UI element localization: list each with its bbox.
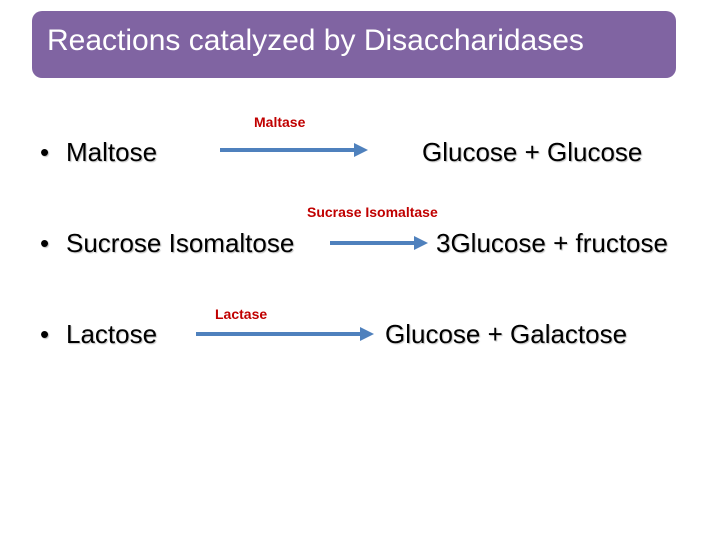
title-bar	[32, 11, 676, 78]
bullet-marker: •	[40, 137, 50, 167]
reaction-3-substrate-text: Lactose	[66, 319, 158, 349]
reaction-2-product: 3Glucose + fructose	[436, 228, 668, 258]
reaction-1-product: Glucose + Glucose	[422, 137, 643, 167]
reaction-1-arrow-icon	[220, 140, 370, 160]
bullet-marker: •	[40, 319, 50, 349]
reaction-2-substrate	[40, 228, 294, 259]
bullet-marker: •	[40, 228, 50, 258]
reaction-3-substrate	[40, 319, 157, 350]
reaction-2-arrow-icon	[330, 233, 430, 253]
slide-title: Reactions catalyzed by Disaccharidases	[47, 24, 584, 57]
reaction-1-enzyme: Maltase	[254, 114, 306, 130]
reaction-2-substrate-text: Sucrose Isomaltose	[66, 228, 295, 258]
reaction-2-enzyme: Sucrase Isomaltase	[307, 204, 438, 220]
reaction-1-substrate-text: Maltose	[66, 137, 158, 167]
reaction-3-product: Glucose + Galactose	[385, 319, 628, 349]
reaction-3-arrow-icon	[196, 324, 376, 344]
reaction-3-enzyme: Lactase	[215, 306, 268, 322]
reaction-1-substrate	[40, 137, 157, 168]
